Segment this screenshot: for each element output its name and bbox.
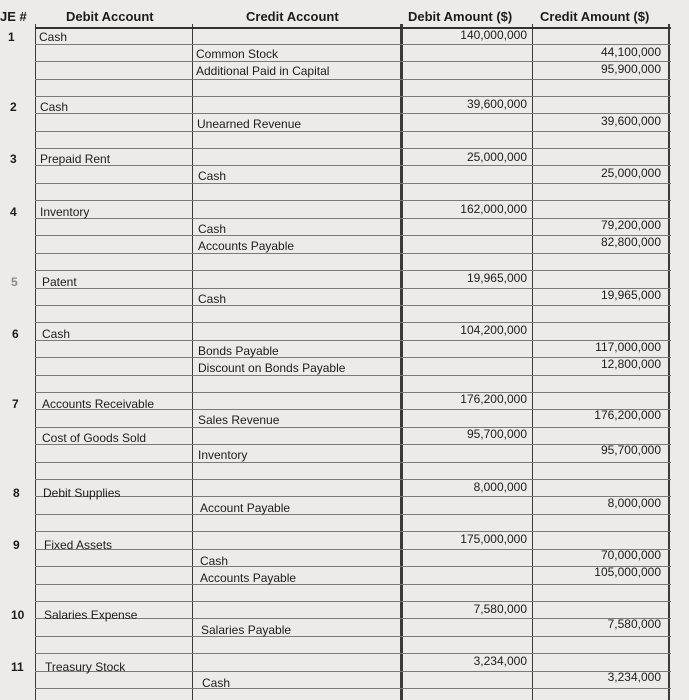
debit-account-cell: Fixed Assets <box>44 538 113 552</box>
debit-account-cell: Prepaid Rent <box>40 152 111 166</box>
debit-account-cell: Inventory <box>40 205 90 219</box>
debit-amount-cell: 140,000,000 <box>460 28 527 42</box>
credit-account-cell: Accounts Payable <box>198 239 295 253</box>
debit-amount-cell: 7,580,000 <box>473 602 527 616</box>
credit-account-cell: Inventory <box>198 448 248 462</box>
debit-amount-cell: 8,000,000 <box>473 480 527 494</box>
credit-amount-cell: 79,200,000 <box>600 218 661 232</box>
header-je-number: JE # <box>0 9 27 24</box>
grid-line <box>35 392 671 393</box>
grid-line <box>532 24 533 700</box>
credit-amount-cell: 44,100,000 <box>600 45 661 59</box>
je-number: 1 <box>8 30 15 44</box>
grid-line <box>35 653 671 654</box>
debit-account-cell: Cash <box>42 327 71 341</box>
grid-line <box>35 288 671 289</box>
header-credit-account: Credit Account <box>246 9 339 24</box>
credit-amount-cell: 95,700,000 <box>600 443 661 457</box>
grid-line <box>35 601 671 602</box>
header-debit-account: Debit Account <box>66 9 154 24</box>
header-debit-amount: Debit Amount ($) <box>408 9 513 24</box>
credit-amount-cell: 12,800,000 <box>600 357 661 371</box>
grid-line <box>35 253 671 254</box>
credit-account-cell: Discount on Bonds Payable <box>198 361 346 375</box>
credit-amount-cell: 117,000,000 <box>595 340 661 354</box>
je-number: 5 <box>11 275 18 289</box>
grid-line <box>35 305 671 306</box>
credit-account-cell: Additional Paid in Capital <box>196 64 330 78</box>
credit-amount-cell: 39,600,000 <box>600 114 661 128</box>
debit-amount-cell: 39,600,000 <box>466 97 527 111</box>
je-number: 3 <box>10 152 17 166</box>
debit-amount-cell: 175,000,000 <box>460 532 527 546</box>
grid-line <box>35 636 671 637</box>
grid-line <box>35 96 671 97</box>
debit-amount-cell: 104,200,000 <box>460 323 527 337</box>
credit-amount-cell: 25,000,000 <box>600 166 661 180</box>
grid-line <box>35 61 671 62</box>
grid-line <box>35 113 671 114</box>
je-number: 8 <box>13 486 20 500</box>
credit-amount-cell: 95,900,000 <box>600 62 661 76</box>
grid-line <box>35 462 671 463</box>
grid-line <box>668 24 670 700</box>
grid-line <box>35 688 671 689</box>
grid-line <box>35 357 671 358</box>
credit-account-cell: Cash <box>202 676 231 690</box>
debit-amount-cell: 176,200,000 <box>460 392 527 406</box>
credit-account-cell: Bonds Payable <box>198 344 279 358</box>
je-number: 6 <box>12 327 19 341</box>
debit-account-cell: Cash <box>40 100 69 114</box>
grid-line <box>35 183 671 184</box>
credit-account-cell: Cash <box>198 292 227 306</box>
grid-line <box>35 270 671 271</box>
debit-account-cell: Patent <box>42 275 77 289</box>
grid-line <box>35 200 671 201</box>
credit-amount-cell: 105,000,000 <box>594 565 661 579</box>
credit-amount-cell: 176,200,000 <box>594 408 661 422</box>
credit-amount-cell: 19,965,000 <box>600 288 661 302</box>
grid-line <box>35 340 671 341</box>
grid-line <box>35 496 671 497</box>
credit-account-cell: Cash <box>200 554 229 568</box>
grid-line <box>35 549 671 550</box>
debit-amount-cell: 95,700,000 <box>466 427 527 441</box>
debit-amount-cell: 25,000,000 <box>466 150 527 164</box>
credit-amount-cell: 82,800,000 <box>600 235 661 249</box>
je-number: 10 <box>11 608 25 622</box>
debit-account-cell: Debit Supplies <box>43 486 121 500</box>
debit-account-cell: Salaries Expense <box>44 608 138 622</box>
debit-amount-cell: 162,000,000 <box>460 202 527 216</box>
grid-line <box>400 24 403 700</box>
grid-line <box>35 514 671 515</box>
credit-account-cell: Accounts Payable <box>200 571 297 585</box>
credit-amount-cell: 7,580,000 <box>607 617 661 631</box>
credit-account-cell: Salaries Payable <box>201 623 292 637</box>
header-credit-amount: Credit Amount ($) <box>540 9 650 24</box>
grid-line <box>35 148 671 149</box>
grid-line <box>35 218 671 219</box>
credit-account-cell: Account Payable <box>200 501 291 515</box>
grid-line <box>35 531 671 532</box>
credit-amount-cell: 70,000,000 <box>600 548 661 562</box>
debit-amount-cell: 3,234,000 <box>473 654 527 668</box>
credit-amount-cell: 8,000,000 <box>607 496 661 510</box>
credit-account-cell: Cash <box>198 169 227 183</box>
grid-line <box>35 131 671 132</box>
grid-line <box>35 671 671 672</box>
grid-line <box>35 322 671 323</box>
credit-account-cell: Cash <box>198 222 227 236</box>
grid-line <box>35 584 671 585</box>
debit-account-cell: Cost of Goods Sold <box>42 431 147 445</box>
credit-account-cell: Sales Revenue <box>198 413 280 427</box>
credit-amount-cell: 3,234,000 <box>607 670 661 684</box>
debit-account-cell: Treasury Stock <box>45 660 126 674</box>
je-number: 7 <box>12 397 19 411</box>
debit-account-cell: Accounts Receivable <box>42 397 155 411</box>
grid-line <box>192 24 193 700</box>
credit-account-cell: Common Stock <box>196 47 279 61</box>
grid-line <box>35 24 36 700</box>
grid-line <box>35 375 671 376</box>
je-number: 9 <box>13 538 20 552</box>
debit-amount-cell: 19,965,000 <box>466 271 527 285</box>
grid-line <box>35 79 671 80</box>
debit-account-cell: Cash <box>39 30 68 44</box>
grid-line <box>35 566 671 567</box>
je-number: 2 <box>10 100 17 114</box>
je-number: 11 <box>11 660 24 674</box>
grid-line <box>35 479 671 480</box>
grid-line <box>35 27 671 29</box>
grid-line <box>35 427 671 428</box>
grid-line <box>35 165 671 166</box>
grid-line <box>35 44 671 45</box>
grid-line <box>35 235 671 236</box>
je-number: 4 <box>10 205 17 219</box>
credit-account-cell: Unearned Revenue <box>197 117 302 131</box>
